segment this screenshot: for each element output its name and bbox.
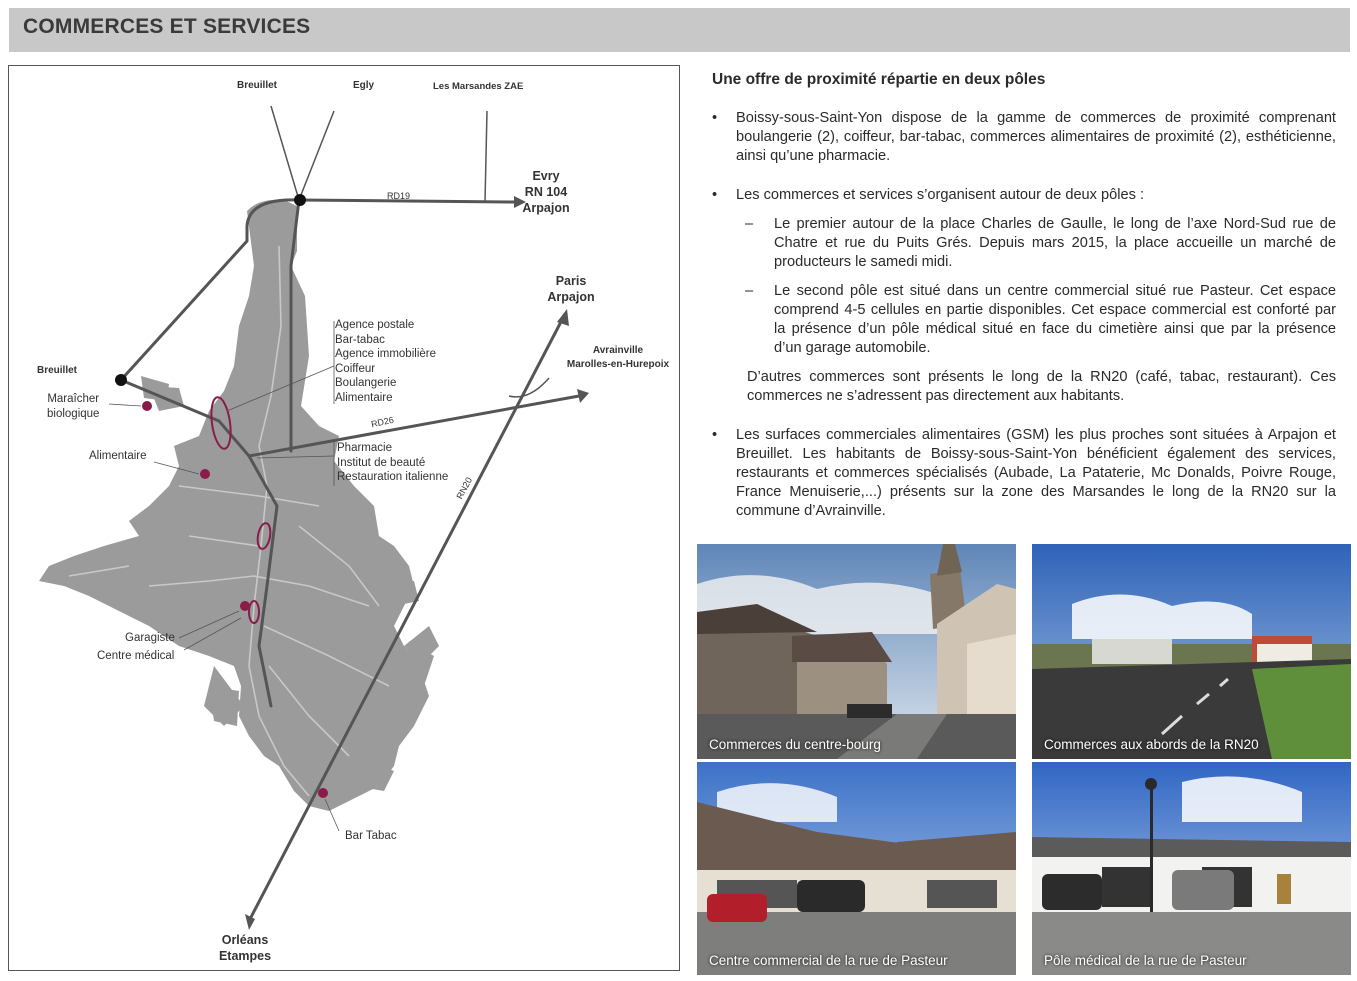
photo-caption: Commerces aux abords de la RN20 [1044, 737, 1259, 752]
photo-centre-bourg-image [697, 544, 1016, 759]
photo-centre-bourg [697, 544, 1016, 759]
maraicher-label [47, 392, 99, 421]
place-orleans-line-1: Orléans [221, 933, 269, 947]
photo-rn20 [1032, 544, 1351, 759]
garagiste-label: Garagiste [125, 632, 175, 644]
place-orleans [209, 932, 281, 964]
maraicher-label-line-1: Maraîcher [47, 393, 100, 405]
place-evry-line-2: RN 104 [524, 185, 568, 199]
photo-centre-commercial-image [697, 762, 1016, 975]
photo-centre-commercial [697, 762, 1016, 975]
section-title: Une offre de proximité répartie en deux pôles [712, 71, 1046, 88]
sub-pole-2: – Le second pôle est situé dans un centre commercial situé rue Pasteur. Cet espace comprend 4-5 cellules en partie disponibles. Cet espace commercial est conforté par la présence d’un pôle médical situé en face du cimetière ainsi que par la présence d’un garage automobile. [712, 282, 1336, 358]
bullet-offer: • Boissy-sous-Saint-Yon dispose de la gamme de commerces de proximité comprenant boulangerie (2), coiffeur, bar-tabac, commerces alimentaires de proximité (2), esthéticienne, ainsi qu’une pharmacie. [712, 109, 1336, 166]
bullet-gsm: • Les surfaces commerciales alimentaires (GSM) les plus proches sont situées à Arpajon et Breuillet. Les habitants de Boissy-sous-Saint-Yon bénéficient également des services, restaurants et commerces spécialisés (Aubade, La Pataterie, Mc Donalds, Poivre Rouge, France Menuiserie,...) présents sur la zone des Marsandes le long de la RN20 sur la commune d’Avrainville. [712, 426, 1336, 521]
pole1-commerce-list [335, 318, 436, 405]
bar-tabac-label: Bar Tabac [345, 830, 397, 842]
pole1-item: Bar-tabac [335, 333, 385, 346]
page-header [9, 8, 1350, 52]
place-evry [514, 168, 578, 216]
pole2-item: Pharmacie [337, 442, 392, 454]
centre-medical-label: Centre médical [97, 650, 175, 662]
junction-node-west [115, 374, 127, 386]
photo-rn20-image [1032, 544, 1351, 759]
road-rd19-label: RD19 [387, 191, 411, 201]
photo-caption: Commerces du centre-bourg [709, 737, 881, 752]
pole1-item: Agence immobilière [335, 348, 436, 360]
place-egly: Egly [353, 80, 375, 91]
pole2-commerce-list [337, 441, 448, 485]
road-rd26-label: RD26 [370, 414, 395, 430]
place-orleans-line-2: Etampes [218, 949, 272, 963]
page-title: COMMERCES ET SERVICES [23, 15, 311, 38]
road-rn20-label: RN20 [454, 475, 475, 501]
place-marsandes: Les Marsandes ZAE [433, 81, 524, 92]
pole2-item: Institut de beauté [337, 456, 426, 469]
place-evry-line-3: Arpajon [522, 201, 570, 215]
description-text [712, 70, 1336, 521]
bullet-poles: • Les commerces et services s’organisent autour de deux pôles : [712, 186, 1336, 205]
place-paris-line-2: Arpajon [547, 290, 595, 304]
place-breuillet-west: Breuillet [37, 365, 78, 376]
pole2-item: Restauration italienne [337, 471, 449, 483]
pole1-item: Alimentaire [335, 391, 393, 404]
place-paris-line-1: Paris [555, 274, 587, 288]
alimentaire-label: Alimentaire [89, 450, 147, 462]
photo-caption: Centre commercial de la rue de Pasteur [709, 953, 948, 968]
place-paris [539, 273, 603, 305]
photo-pole-medical [1032, 762, 1351, 975]
place-avrainville-line-1: Avrainville [592, 345, 644, 356]
pole1-item: Agence postale [335, 319, 415, 331]
pole1-item: Boulangerie [335, 377, 397, 389]
photo-caption: Pôle médical de la rue de Pasteur [1044, 953, 1247, 968]
sub-pole-1: – Le premier autour de la place Charles de Gaulle, le long de l’axe Nord-Sud rue de Chatre et rue du Puits Grés. Depuis mars 2015, la place accueille un marché de producteurs le samedi midi. [712, 215, 1336, 272]
pole1-item: Coiffeur [335, 362, 376, 375]
junction-node-north [294, 194, 306, 206]
note-rn20: D’autres commerces sont présents le long de la RN20 (café, tabac, restaurant). Ces commerces ne s’adressent pas directement aux habitants. [747, 369, 1336, 404]
place-evry-line-1: Evry [532, 169, 560, 183]
place-breuillet-north: Breuillet [237, 80, 278, 91]
place-avrainville [555, 344, 680, 372]
photo-pole-medical-image [1032, 762, 1351, 975]
maraicher-label-line-2: biologique [47, 407, 100, 420]
urban-area [39, 200, 439, 811]
place-avrainville-line-2: Marolles-en-Hurepoix [566, 359, 670, 370]
commerce-map [8, 65, 680, 971]
